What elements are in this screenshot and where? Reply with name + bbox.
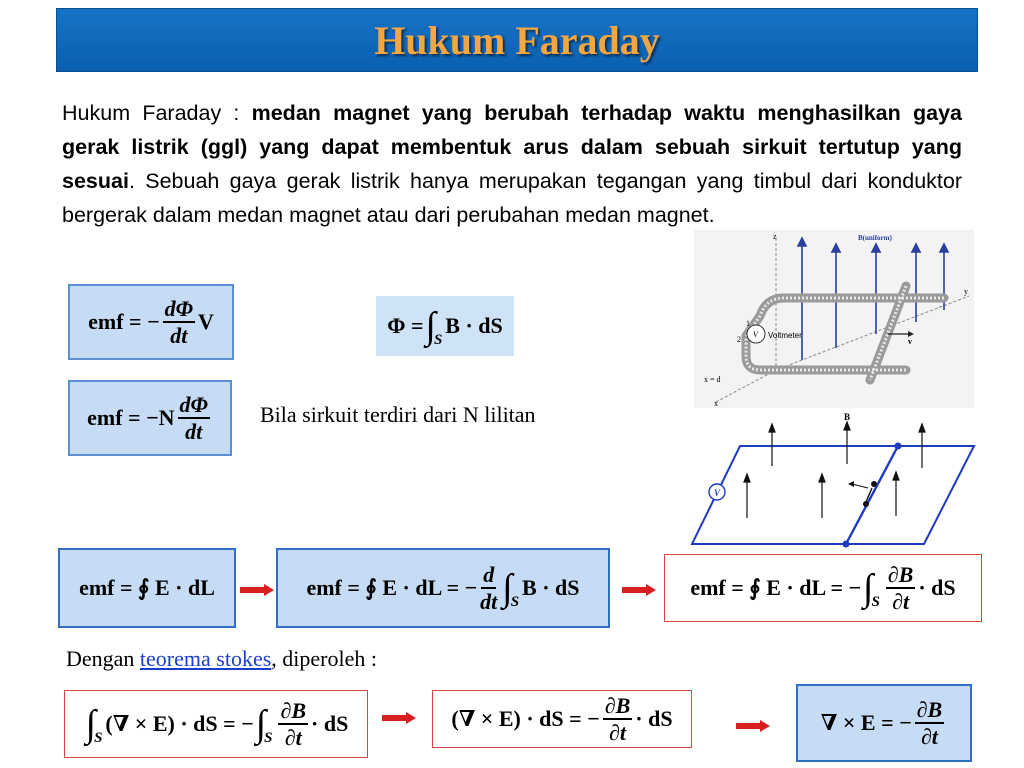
denominator: ∂t [609,720,626,745]
eq-lhs: emf = ∮ E · dL = − [690,575,862,600]
denominator: ∂t [892,589,910,614]
arrow-icon [736,720,770,732]
numerator: ∂B [278,698,308,725]
terminal-2: 2 [737,335,741,344]
velocity-label: v [908,337,912,346]
integrand: B · dS [522,575,580,600]
eq-lhs: (∇ × E) · dS = − [105,711,254,736]
eq-lhs: Φ = [387,313,424,338]
caption-stokes [66,646,377,672]
eq-emf-n [68,380,232,456]
eq-lhs: emf = ∮ E · dL = − [306,575,478,600]
subscript: S [94,729,103,746]
numerator: ∂B [603,693,633,720]
fraction [163,296,195,349]
eq-flux [376,296,514,356]
eq-lhs: (∇ × E) · dS = − [451,706,600,731]
arrow-icon [240,584,274,596]
numerator: dΦ [163,296,195,323]
caption-prefix: Dengan [66,646,140,671]
subscript: S [510,593,520,610]
fraction [480,562,497,615]
eq-emf-line-flux [276,548,610,628]
caption-n-turns: Bila sirkuit terdiri dari N lilitan [260,402,536,427]
figure-parallelogram [690,408,976,548]
axis-y-label: y [964,287,968,296]
field-label: B [844,412,851,422]
denominator: dt [480,589,498,614]
numerator: ∂B [915,697,945,724]
subscript: S [433,331,443,348]
subscript: S [264,729,273,746]
denominator: ∂t [920,724,938,749]
x-d-label: x = d [704,375,721,384]
integrand: B · dS [445,313,503,338]
fraction [278,698,308,751]
integral-sign: ∫ [863,567,874,609]
numerator: dΦ [178,392,210,419]
denominator: dt [185,419,203,444]
page-title: Hukum Faraday [374,18,660,63]
eq-text: emf = ∮ E · dL [79,575,215,600]
eq-emf-flux [68,284,234,360]
intro-lead: Hukum Faraday : [62,101,252,125]
eq-tail: · dS [635,706,673,731]
fraction [886,562,916,615]
eq-lhs: emf = − [88,309,160,334]
integral-sign: ∫ [255,703,267,745]
stokes-theorem-link[interactable]: teorema stokes [139,646,272,671]
numerator: d [481,562,496,589]
voltmeter-symbol: V [714,488,721,498]
field-label: B(uniform) [858,234,892,242]
axis-z-label: z [773,232,777,241]
eq-stokes-integral [64,690,368,758]
eq-tail: · dS [918,575,956,600]
title-banner [56,8,978,72]
arrow-icon [622,584,656,596]
subscript: S [871,593,880,610]
field-arrows [744,422,925,518]
eq-stokes-local [432,690,692,748]
voltmeter-symbol: V [753,330,758,339]
voltmeter-label: Voltmeter [768,331,802,340]
figure-moving-bar [694,230,974,408]
eq-emf-line-partial [664,554,982,622]
integral-sign: ∫ [502,567,513,609]
denominator: ∂t [284,725,302,750]
eq-lhs: ∇ × E = − [820,710,912,735]
fraction [603,693,633,746]
integral-sign: ∫ [85,703,97,745]
eq-lhs: emf = −N [87,405,175,430]
caption-suffix: , diperoleh : [271,646,377,671]
fraction [178,392,210,445]
eq-emf-line [58,548,236,628]
integral-sign: ∫ [425,305,436,347]
denominator: dt [170,323,188,348]
intro-bold: medan magnet yang berubah terhadap waktu menghasilkan gaya gerak listrik (ggl) yang dapat membentuk arus dalam sebuah sirkuit tertutup yang sesuai [62,101,962,193]
eq-curl [796,684,972,762]
axis-x-label: x [714,399,718,408]
unit: V [197,309,214,334]
numerator: ∂B [886,562,916,589]
intro-paragraph [62,96,962,232]
fraction [915,697,945,750]
arrow-icon [382,712,416,724]
intro-rest: . Sebuah gaya gerak listrik hanya merupakan tegangan yang timbul dari konduktor bergerak dalam medan magnet atau dari perubahan medan magnet. [62,169,962,227]
eq-tail: · dS [311,711,349,736]
terminal-1: 1 [746,319,750,328]
